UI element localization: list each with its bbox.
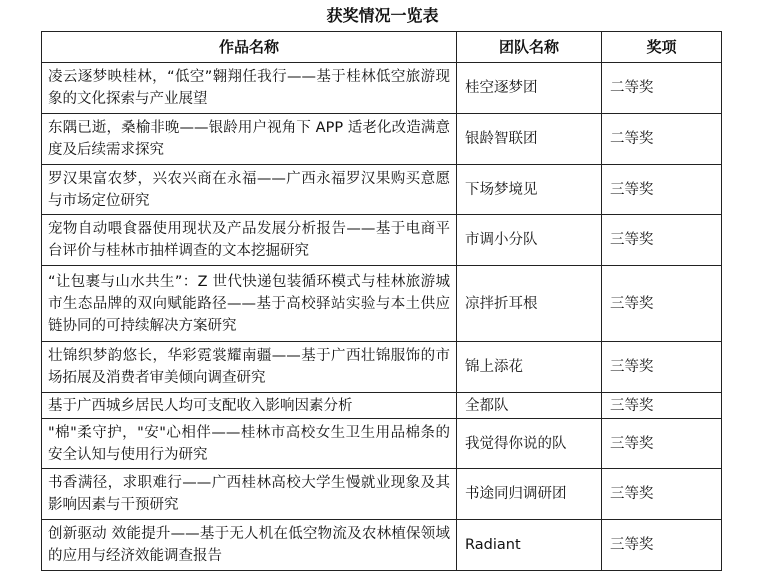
- table-row: [42, 63, 722, 114]
- work-title: 基于广西城乡居民人均可支配收入影响因素分析: [42, 393, 457, 419]
- work-title: 书香满径，求职难行——广西桂林高校大学生慢就业现象及其影响因素与干预研究: [42, 469, 457, 520]
- team-name: 我觉得你说的队: [457, 419, 602, 469]
- prize-level: 三等奖: [602, 419, 722, 469]
- team-name: 书途同归调研团: [457, 469, 602, 520]
- awards-table: [41, 31, 722, 571]
- team-name: 凉拌折耳根: [457, 266, 602, 342]
- prize-level: 三等奖: [602, 469, 722, 520]
- table-row: [42, 215, 722, 266]
- work-title: 壮锦织梦韵悠长，华彩霓裳耀南疆——基于广西壮锦服饰的市场拓展及消费者审美倾向调查研究: [42, 342, 457, 393]
- table-row: [42, 419, 722, 469]
- table-row: [42, 342, 722, 393]
- team-name: 锦上添花: [457, 342, 602, 393]
- table-row: [42, 266, 722, 342]
- prize-level: 三等奖: [602, 393, 722, 419]
- prize-level: 二等奖: [602, 63, 722, 114]
- team-name: 银龄智联团: [457, 114, 602, 165]
- prize-level: 三等奖: [602, 520, 722, 571]
- team-name: 下场梦境见: [457, 165, 602, 215]
- work-title: 宠物自动喂食器使用现状及产品发展分析报告——基于电商平台评价与桂林市抽样调查的文本挖掘研究: [42, 215, 457, 266]
- work-title: "棉"柔守护，"安"心相伴——桂林市高校女生卫生用品棉条的安全认知与使用行为研究: [42, 419, 457, 469]
- work-title: “让包裹与山水共生”：Z 世代快递包装循环模式与桂林旅游城市生态品牌的双向赋能路径——基于高校驿站实验与本土供应链协同的可持续解决方案研究: [42, 266, 457, 342]
- prize-level: 二等奖: [602, 114, 722, 165]
- table-row: [42, 393, 722, 419]
- prize-level: 三等奖: [602, 215, 722, 266]
- work-title: 创新驱动 效能提升——基于无人机在低空物流及农林植保领域的应用与经济效能调查报告: [42, 520, 457, 571]
- prize-level: 三等奖: [602, 266, 722, 342]
- work-title: 凌云逐梦映桂林，“低空”翱翔任我行——基于桂林低空旅游现象的文化探索与产业展望: [42, 63, 457, 114]
- prize-level: 三等奖: [602, 342, 722, 393]
- table-row: [42, 114, 722, 165]
- prize-level: 三等奖: [602, 165, 722, 215]
- table-title: 获奖情况一览表: [326, 6, 439, 25]
- work-title: 罗汉果富农梦，兴农兴商在永福——广西永福罗汉果购买意愿与市场定位研究: [42, 165, 457, 215]
- header-prize: 奖项: [602, 32, 722, 63]
- header-team-name: 团队名称: [457, 32, 602, 63]
- team-name: 桂空逐梦团: [457, 63, 602, 114]
- table-row: [42, 520, 722, 571]
- table-row: [42, 165, 722, 215]
- table-row: [42, 469, 722, 520]
- header-row: [42, 32, 722, 63]
- team-name: 全都队: [457, 393, 602, 419]
- header-work-name: 作品名称: [42, 32, 457, 63]
- team-name: Radiant: [457, 520, 602, 571]
- work-title: 东隅已逝，桑榆非晚——银龄用户视角下 APP 适老化改造满意度及后续需求探究: [42, 114, 457, 165]
- team-name: 市调小分队: [457, 215, 602, 266]
